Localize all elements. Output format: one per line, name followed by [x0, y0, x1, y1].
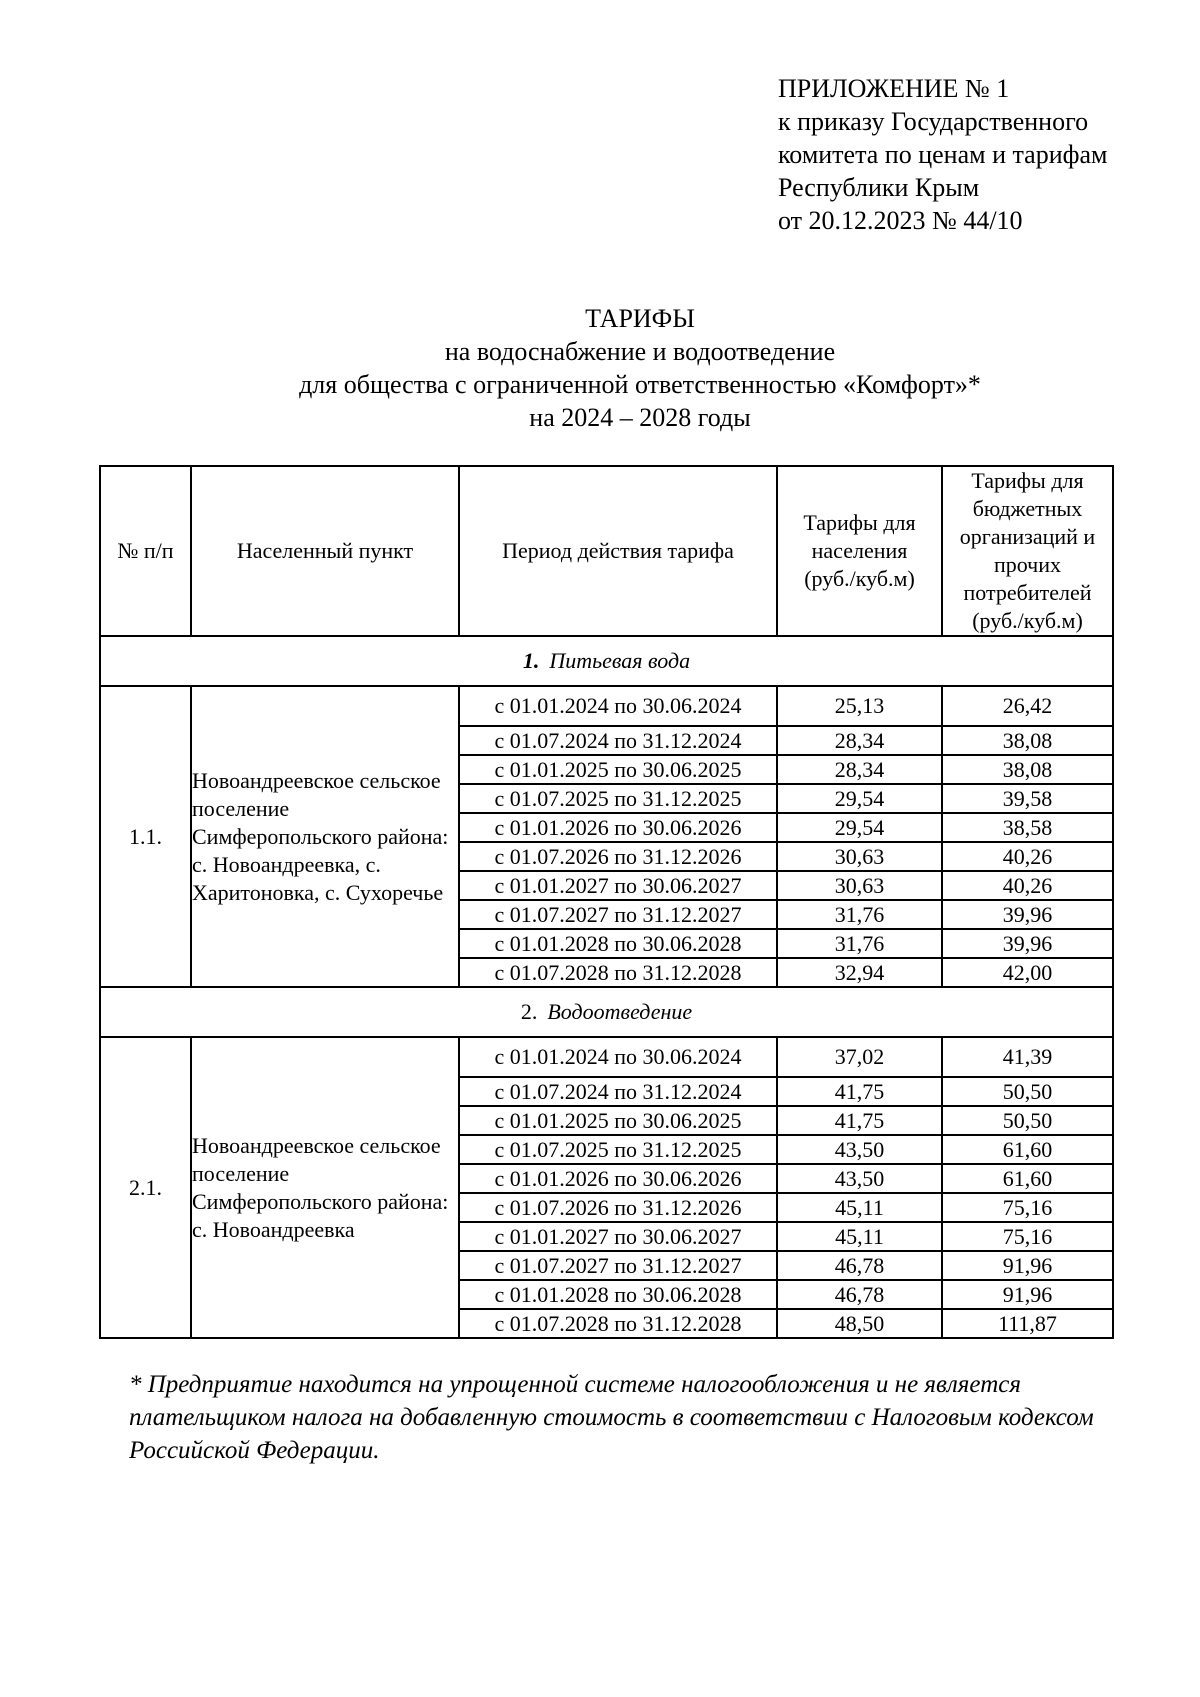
header-period: Период действия тарифа	[459, 466, 777, 636]
appendix-line: комитета по ценам и тарифам	[778, 140, 1108, 169]
budget-tariff: 50,50	[942, 1077, 1113, 1106]
tariffs-table	[99, 465, 1114, 1339]
budget-tariff: 91,96	[942, 1251, 1113, 1280]
tariff-period: с 01.01.2025 по 30.06.2025	[459, 1106, 777, 1135]
settlement-name: Новоандреевское сельское поселение Симферопольского района: с. Новоандреевка, с. Харитоновка, с. Сухоречье	[191, 686, 459, 987]
title-line: на 2024 – 2028 годы	[529, 403, 751, 432]
section-title-cell	[100, 636, 1113, 686]
population-tariff: 46,78	[777, 1280, 942, 1309]
tariff-period: с 01.07.2025 по 31.12.2025	[459, 784, 777, 813]
tariff-period: с 01.01.2026 по 30.06.2026	[459, 1164, 777, 1193]
population-tariff: 31,76	[777, 929, 942, 958]
row-number: 1.1.	[100, 686, 191, 987]
population-tariff: 29,54	[777, 813, 942, 842]
appendix-line: Республики Крым	[778, 173, 980, 202]
section-number: 1.	[522, 648, 540, 673]
section-title-cell	[100, 987, 1113, 1037]
budget-tariff: 38,08	[942, 755, 1113, 784]
tariff-period: с 01.01.2024 по 30.06.2024	[459, 686, 777, 726]
tariff-period: с 01.01.2024 по 30.06.2024	[459, 1037, 777, 1077]
header-place: Населенный пункт	[191, 466, 459, 636]
population-tariff: 43,50	[777, 1164, 942, 1193]
row-number: 2.1.	[100, 1037, 191, 1338]
appendix-line: от 20.12.2023 № 44/10	[778, 206, 1023, 235]
population-tariff: 37,02	[777, 1037, 942, 1077]
population-tariff: 28,34	[777, 755, 942, 784]
budget-tariff: 39,58	[942, 784, 1113, 813]
population-tariff: 46,78	[777, 1251, 942, 1280]
budget-tariff: 38,08	[942, 726, 1113, 755]
population-tariff: 30,63	[777, 842, 942, 871]
header-population-tariff: Тарифы для населения (руб./куб.м)	[777, 466, 942, 636]
table-row	[100, 1037, 1113, 1077]
tariff-period: с 01.07.2024 по 31.12.2024	[459, 1077, 777, 1106]
tariff-period: с 01.01.2028 по 30.06.2028	[459, 929, 777, 958]
population-tariff: 48,50	[777, 1309, 942, 1338]
tariff-period: с 01.01.2027 по 30.06.2027	[459, 1222, 777, 1251]
tariff-period: с 01.01.2025 по 30.06.2025	[459, 755, 777, 784]
title-line: для общества с ограниченной ответственностью «Комфорт»*	[299, 370, 981, 399]
population-tariff: 29,54	[777, 784, 942, 813]
budget-tariff: 61,60	[942, 1135, 1113, 1164]
population-tariff: 45,11	[777, 1222, 942, 1251]
population-tariff: 30,63	[777, 871, 942, 900]
population-tariff: 28,34	[777, 726, 942, 755]
footnote: * Предприятие находится на упрощенной системе налогообложения и не является плательщиком налога на добавленную стоимость в соответствии с Налоговым кодексом Российской Федерации.	[129, 1371, 1094, 1464]
population-tariff: 25,13	[777, 686, 942, 726]
budget-tariff: 39,96	[942, 929, 1113, 958]
budget-tariff: 75,16	[942, 1193, 1113, 1222]
section-header-row	[100, 987, 1113, 1037]
population-tariff: 41,75	[777, 1077, 942, 1106]
tariff-period: с 01.01.2026 по 30.06.2026	[459, 813, 777, 842]
budget-tariff: 61,60	[942, 1164, 1113, 1193]
budget-tariff: 39,96	[942, 900, 1113, 929]
tariff-period: с 01.01.2027 по 30.06.2027	[459, 871, 777, 900]
tariff-period: с 01.07.2028 по 31.12.2028	[459, 958, 777, 987]
appendix-header	[778, 72, 1107, 237]
tariff-period: с 01.07.2026 по 31.12.2026	[459, 1193, 777, 1222]
table-row	[100, 686, 1113, 726]
title-line: на водоснабжение и водоотведение	[444, 337, 836, 366]
section-title: Водоотведение	[547, 999, 693, 1024]
appendix-line: ПРИЛОЖЕНИЕ № 1	[778, 74, 1010, 103]
budget-tariff: 38,58	[942, 813, 1113, 842]
budget-tariff: 42,00	[942, 958, 1113, 987]
budget-tariff: 75,16	[942, 1222, 1113, 1251]
tariff-period: с 01.01.2028 по 30.06.2028	[459, 1280, 777, 1309]
tariff-period: с 01.07.2025 по 31.12.2025	[459, 1135, 777, 1164]
header-budget-tariff: Тарифы для бюджетных организаций и прочих потребителей (руб./куб.м)	[942, 466, 1113, 636]
settlement-name: Новоандреевское сельское поселение Симферопольского района: с. Новоандреевка	[191, 1037, 459, 1338]
budget-tariff: 40,26	[942, 871, 1113, 900]
tariff-period: с 01.07.2024 по 31.12.2024	[459, 726, 777, 755]
tariff-period: с 01.07.2027 по 31.12.2027	[459, 900, 777, 929]
budget-tariff: 41,39	[942, 1037, 1113, 1077]
population-tariff: 32,94	[777, 958, 942, 987]
table-header-row	[100, 466, 1113, 636]
population-tariff: 45,11	[777, 1193, 942, 1222]
document-title	[100, 302, 1180, 434]
tariff-period: с 01.07.2026 по 31.12.2026	[459, 842, 777, 871]
budget-tariff: 111,87	[942, 1309, 1113, 1338]
appendix-line: к приказу Государственного	[778, 107, 1089, 136]
tariff-period: с 01.07.2028 по 31.12.2028	[459, 1309, 777, 1338]
header-num: № п/п	[100, 466, 191, 636]
tariff-period: с 01.07.2027 по 31.12.2027	[459, 1251, 777, 1280]
title-line: ТАРИФЫ	[585, 304, 695, 333]
budget-tariff: 91,96	[942, 1280, 1113, 1309]
section-number: 2.	[520, 999, 538, 1024]
budget-tariff: 40,26	[942, 842, 1113, 871]
section-header-row	[100, 636, 1113, 686]
budget-tariff: 26,42	[942, 686, 1113, 726]
section-title: Питьевая вода	[549, 648, 691, 673]
budget-tariff: 50,50	[942, 1106, 1113, 1135]
population-tariff: 41,75	[777, 1106, 942, 1135]
population-tariff: 43,50	[777, 1135, 942, 1164]
population-tariff: 31,76	[777, 900, 942, 929]
